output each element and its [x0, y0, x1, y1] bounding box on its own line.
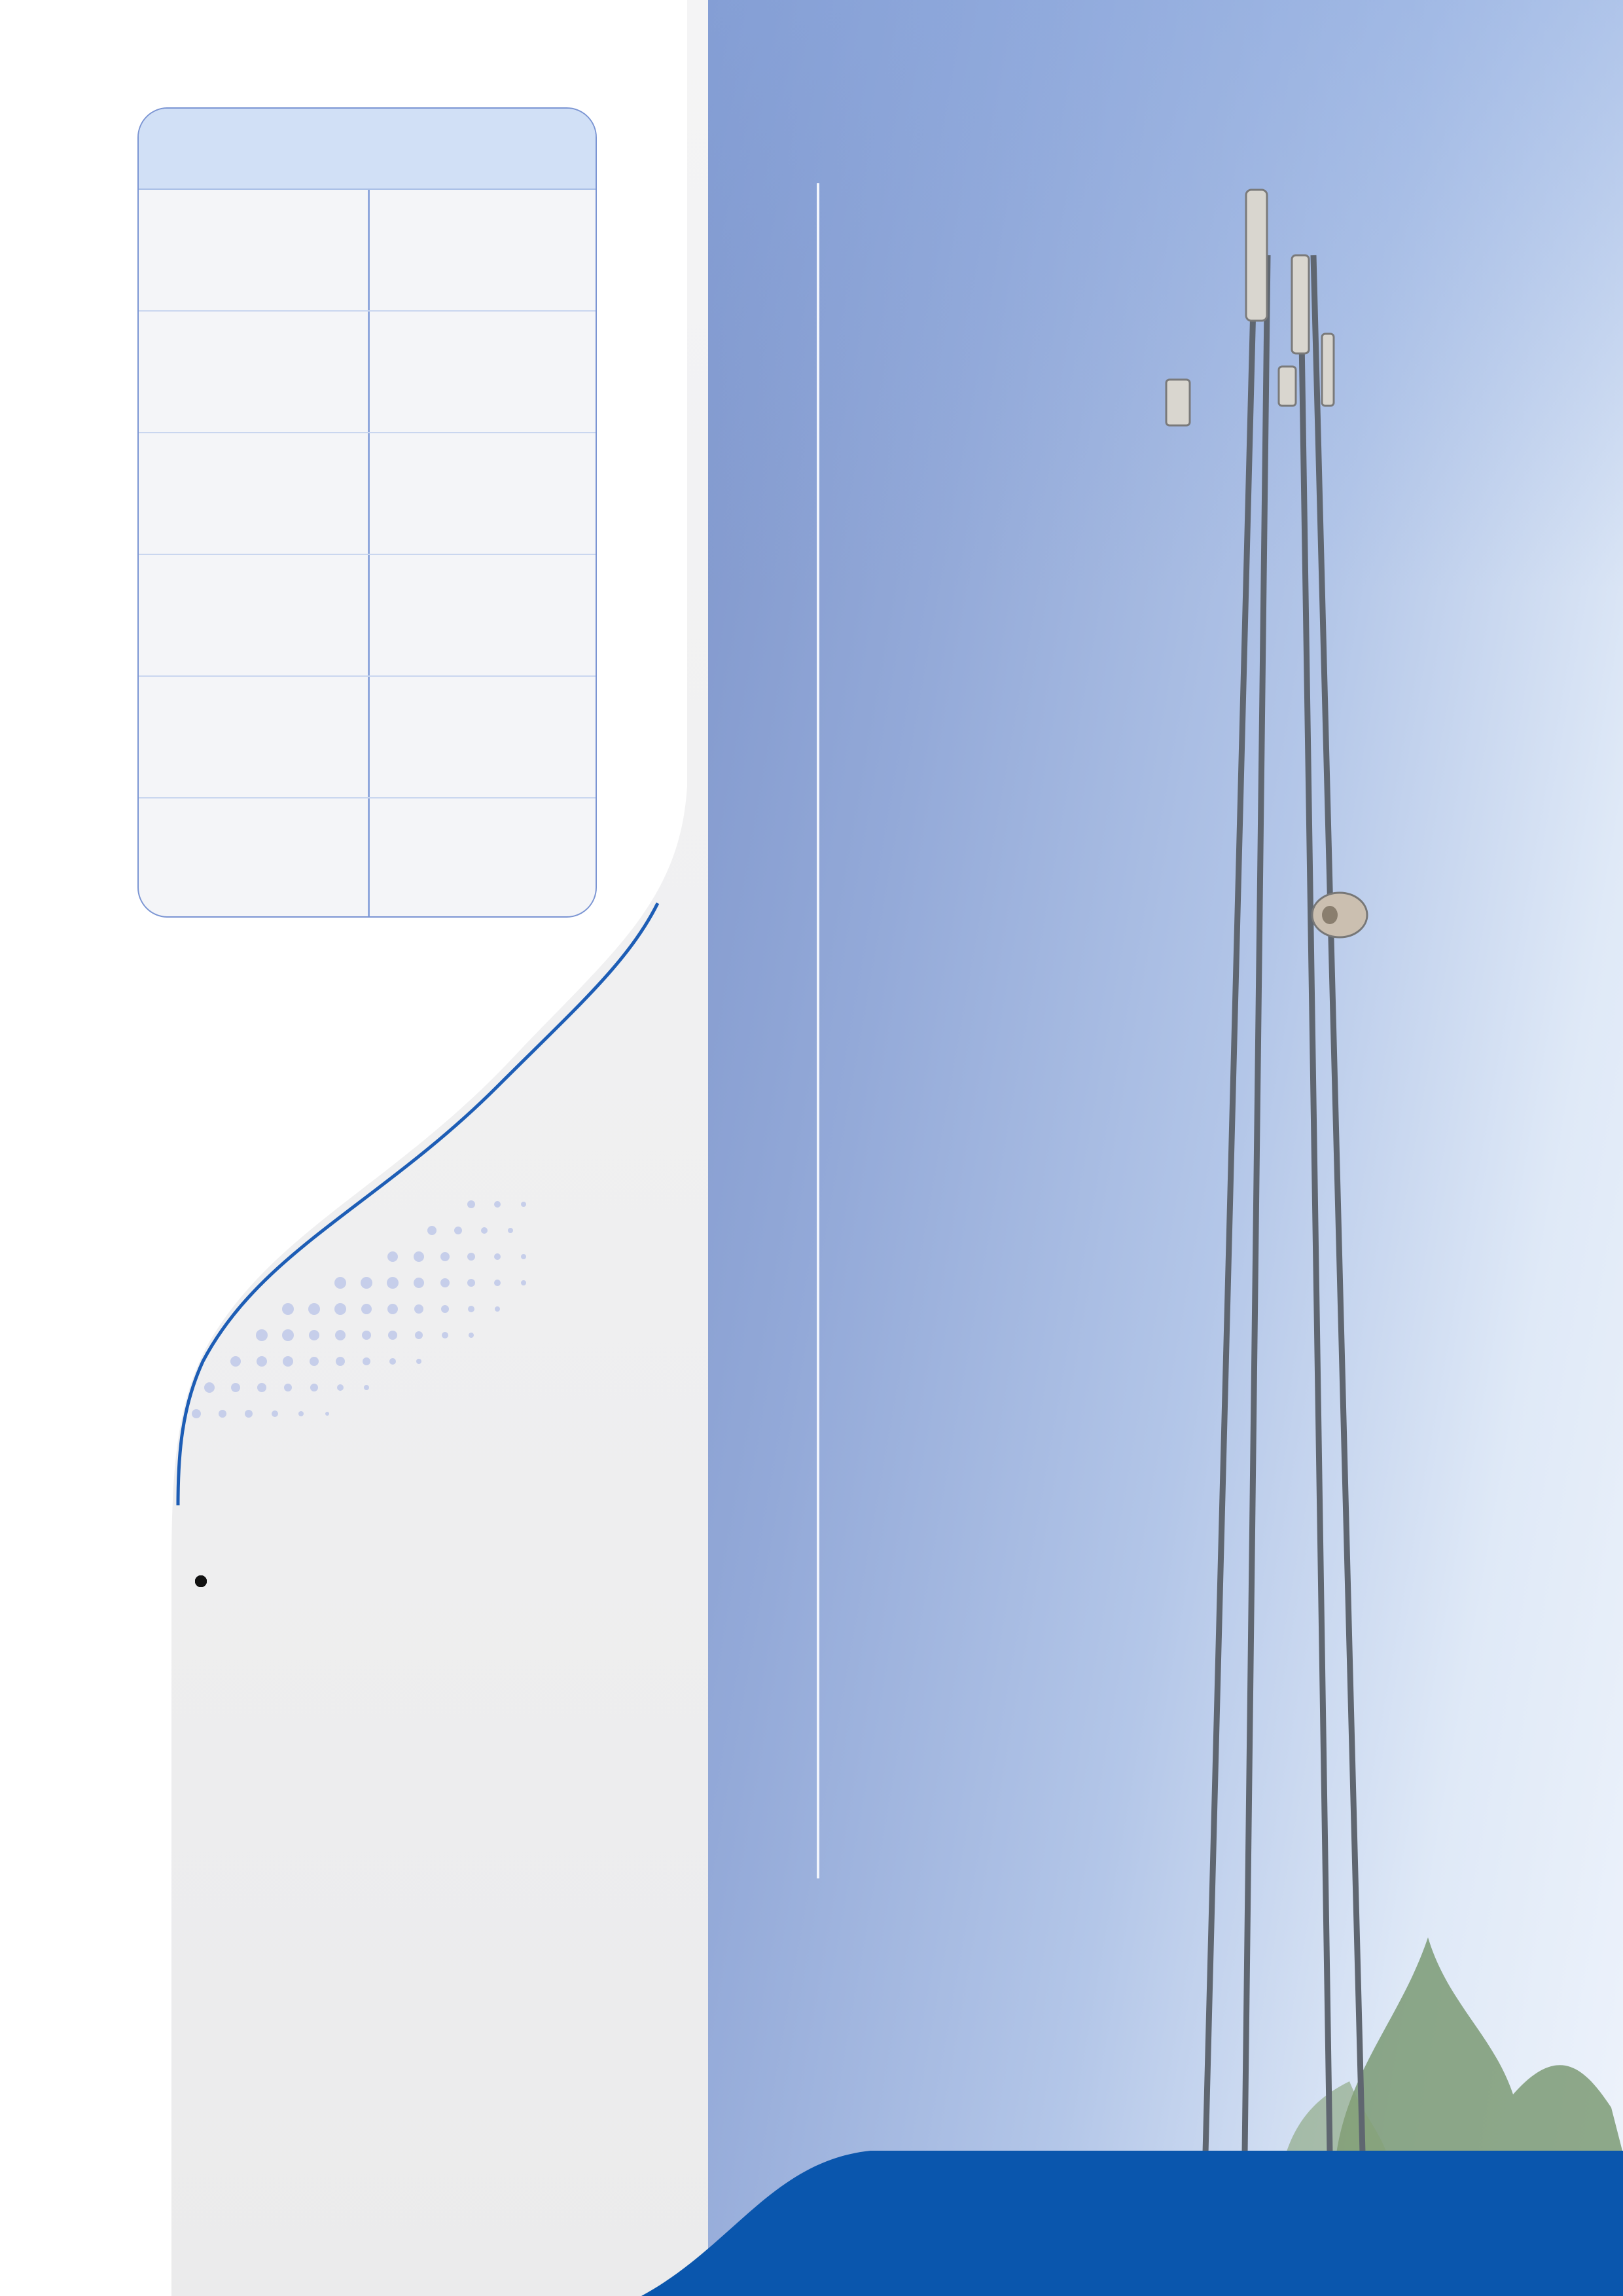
spec-table-title: [139, 109, 596, 190]
spec-value: [370, 433, 596, 554]
spec-row: [139, 798, 596, 918]
spec-value: [370, 677, 596, 797]
spec-label: [139, 798, 370, 918]
spec-label: [139, 677, 370, 797]
spec-label: [139, 190, 370, 310]
spec-row: [139, 312, 596, 433]
spec-row: [139, 190, 596, 312]
spec-row: [139, 555, 596, 677]
spec-value: [370, 190, 596, 310]
spec-value: [370, 798, 596, 918]
spec-row: [139, 677, 596, 798]
spec-label: [139, 312, 370, 432]
spec-value: [370, 555, 596, 675]
spec-row: [139, 433, 596, 555]
spec-label: [139, 433, 370, 554]
tower-photo: [708, 0, 1623, 2296]
spec-table: [137, 107, 597, 918]
spec-value: [370, 312, 596, 432]
tower-diagram: [708, 0, 1623, 2296]
footer-band: [0, 2148, 1623, 2296]
spec-label: [139, 555, 370, 675]
